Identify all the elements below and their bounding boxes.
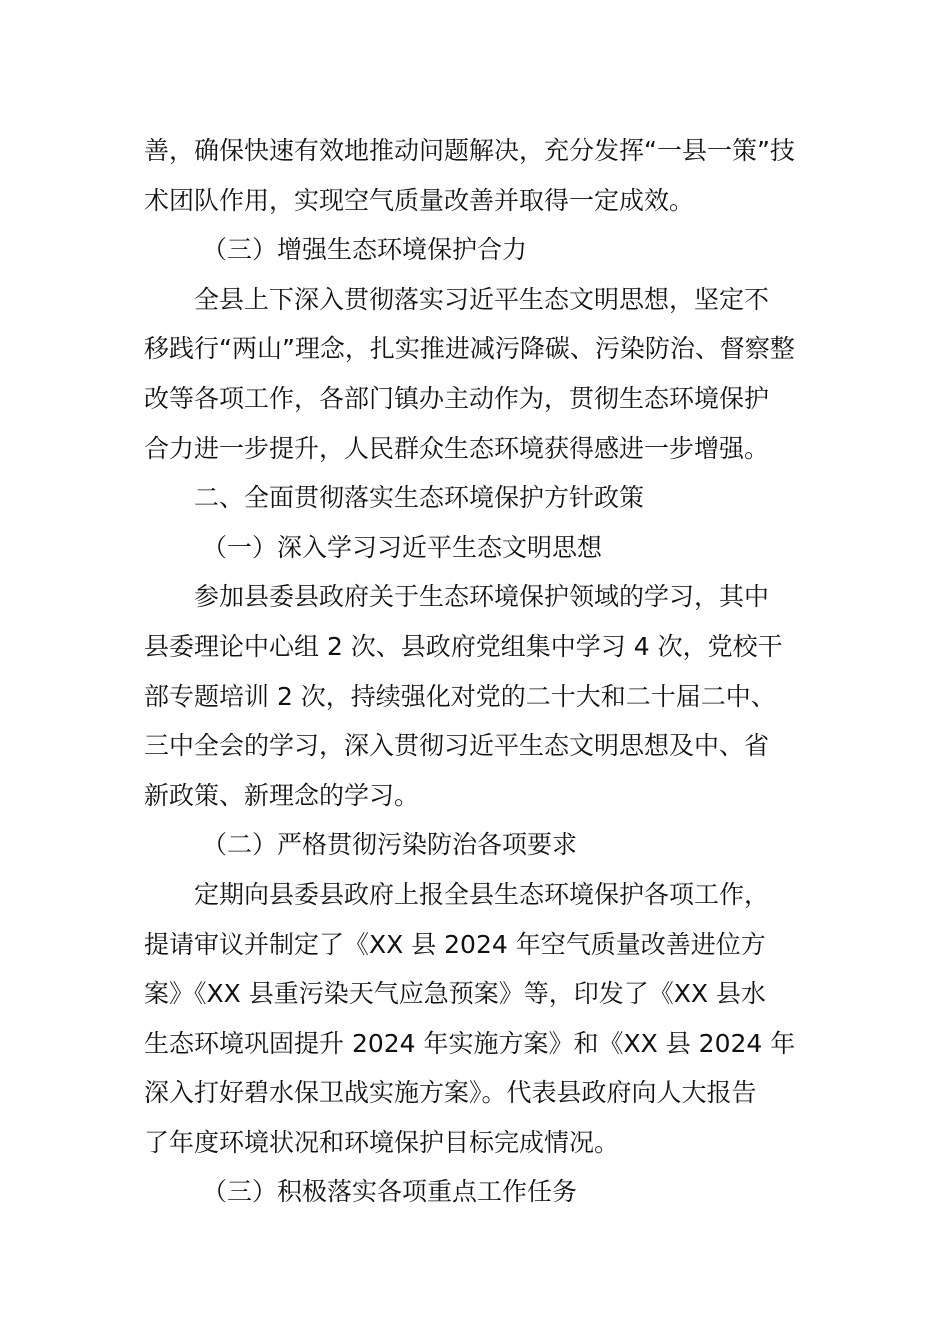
paragraph-line: 参加县委县政府关于生态环境保护领域的学习，其中 (194, 582, 770, 612)
paragraph-line: 部专题培训 2 次，持续强化对党的二十大和二十届二中、 (144, 681, 776, 711)
document-body (144, 126, 806, 1217)
section-heading-3b: （三）积极落实各项重点工作任务 (202, 1177, 578, 1207)
paragraph-line: 善，确保快速有效地推动问题解决，充分发挥“一县一策”技 (144, 136, 795, 165)
paragraph-line: 深入打好碧水保卫战实施方案》。代表县政府向人大报告 (144, 1078, 757, 1108)
paragraph-line: 移践行“两山”理念，扎实推进减污降碳、污染防治、督察整 (144, 334, 795, 364)
section-heading-2: （二）严格贯彻污染防治各项要求 (202, 830, 578, 860)
paragraph-line: 案》《XX 县重污染天气应急预案》等，印发了《XX 县水 (144, 979, 766, 1009)
paragraph-line: 生态环境巩固提升 2024 年实施方案》和《XX 县 2024 年 (144, 1028, 796, 1058)
paragraph-line: 定期向县委县政府上报全县生态环境保护各项工作， (194, 879, 770, 909)
section-heading-1: （一）深入学习习近平生态文明思想 (202, 532, 603, 562)
paragraph-line: 全县上下深入贯彻落实习近平生态文明思想，坚定不 (194, 284, 770, 314)
paragraph-line: 术团队作用，实现空气质量改善并取得一定成效。 (144, 185, 695, 215)
paragraph-line: 三中全会的学习，深入贯彻习近平生态文明思想及中、省 (144, 731, 770, 761)
paragraph-line: 县委理论中心组 2 次、县政府党组集中学习 4 次，党校干 (144, 631, 783, 661)
paragraph-line: 新政策、新理念的学习。 (144, 780, 420, 810)
paragraph-line: 改等各项工作，各部门镇办主动作为，贯彻生态环境保护 (144, 383, 770, 413)
chapter-heading-2: 二、全面贯彻落实生态环境保护方针政策 (194, 483, 645, 513)
paragraph-line: 提请审议并制定了《XX 县 2024 年空气质量改善进位方 (144, 929, 766, 959)
paragraph-line: 了年度环境状况和环境保护目标完成情况。 (144, 1127, 620, 1157)
paragraph-line: 合力进一步提升，人民群众生态环境获得感进一步增强。 (144, 433, 770, 463)
section-heading-3: （三）增强生态环境保护合力 (202, 235, 528, 265)
